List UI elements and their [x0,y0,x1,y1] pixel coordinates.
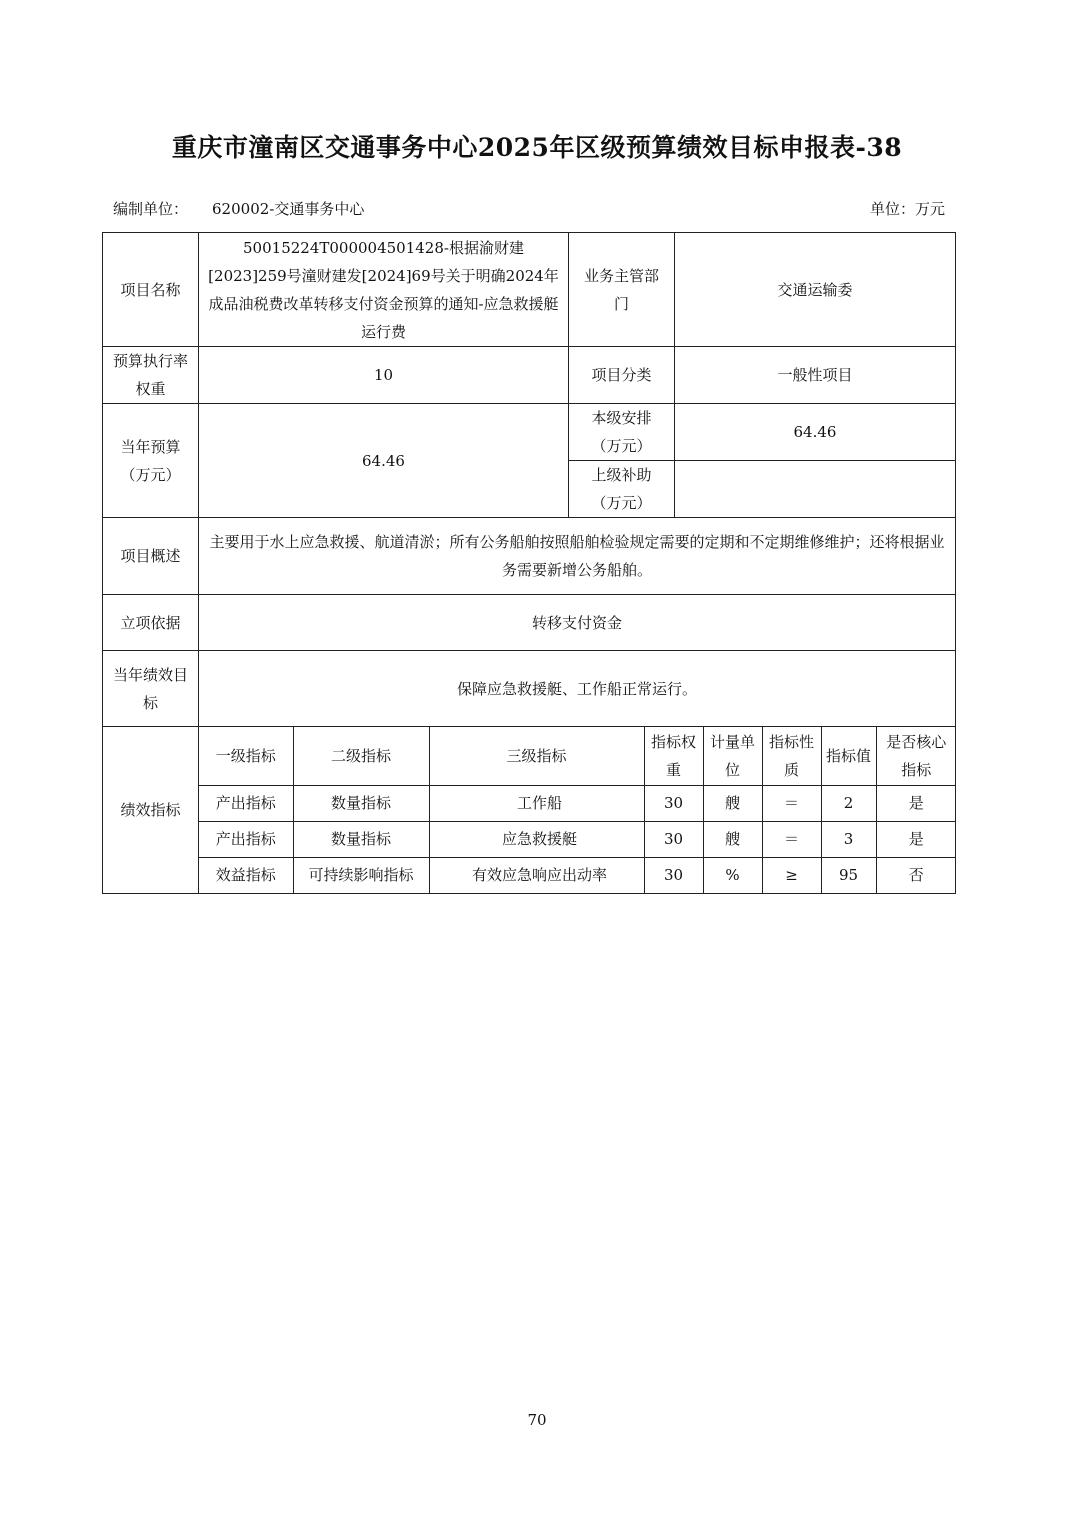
page-title: 重庆市潼南区交通事务中心2025年区级预算绩效目标申报表-38 [171,133,903,162]
indicator-level1: 效益指标 [199,857,293,893]
upper-value [675,461,956,518]
dept-label: 业务主管部门 [569,233,675,347]
budget-label: 当年预算（万元） [103,404,199,518]
table-row [103,404,956,461]
category-label: 项目分类 [569,347,675,404]
indicator-weight: 30 [644,821,703,857]
table-row [103,347,956,404]
indicator-nature: ＝ [762,821,821,857]
indicator-nature: ≥ [762,857,821,893]
category-value: 一般性项目 [675,347,956,404]
goal-label: 当年绩效目标 [103,651,199,727]
budget-value: 64.46 [199,404,569,518]
indicator-row [199,785,956,821]
indicator-level2: 数量指标 [293,821,429,857]
local-value: 64.46 [675,404,956,461]
header-level1: 一级指标 [199,727,293,785]
indicator-weight: 30 [644,785,703,821]
indicator-unit: 艘 [703,785,762,821]
org-info [113,198,364,219]
indicator-level3: 工作船 [429,785,644,821]
basis-value: 转移支付资金 [199,595,956,651]
page-number: 70 [527,1411,547,1429]
table-meta [113,198,945,220]
indicator-value: 2 [821,785,876,821]
table-row [103,727,956,894]
indicator-level1: 产出指标 [199,821,293,857]
header-core: 是否核心指标 [876,727,956,785]
indicators-table [199,727,956,893]
dept-value: 交通运输委 [675,233,956,347]
project-name-value: 50015224T000004501428-根据渝财建[2023]259号潼财建发[2024]69号关于明确2024年成品油税费改革转移支付资金预算的通知-应急救援艇运行费 [199,233,569,347]
table-row [103,518,956,595]
table-row [103,595,956,651]
indicator-core: 否 [876,857,956,893]
exec-weight-label: 预算执行率权重 [103,347,199,404]
indicator-core: 是 [876,785,956,821]
indicator-level3: 应急救援艇 [429,821,644,857]
indicator-unit: % [703,857,762,893]
indicator-level2: 数量指标 [293,785,429,821]
indicator-value: 95 [821,857,876,893]
goal-value: 保障应急救援艇、工作船正常运行。 [199,651,956,727]
indicator-weight: 30 [644,857,703,893]
indicator-level1: 产出指标 [199,785,293,821]
indicators-header-row [199,727,956,785]
indicator-level2: 可持续影响指标 [293,857,429,893]
indicator-row [199,821,956,857]
indicators-cell [199,727,956,894]
unit-label: 单位：万元 [869,200,945,218]
local-label: 本级安排（万元） [569,404,675,461]
header-nature: 指标性质 [762,727,821,785]
table-row [103,233,956,347]
indicator-row [199,857,956,893]
overview-value: 主要用于水上应急救援、航道清淤；所有公务船舶按照船舶检验规定需要的定期和不定期维修维护；还将根据业务需要新增公务船舶。 [199,518,956,595]
budget-table [102,232,956,894]
exec-weight-value: 10 [199,347,569,404]
header-value: 指标值 [821,727,876,785]
project-name-label: 项目名称 [103,233,199,347]
table-row [103,651,956,727]
header-level2: 二级指标 [293,727,429,785]
indicator-unit: 艘 [703,821,762,857]
indicator-nature: ＝ [762,785,821,821]
indicators-label: 绩效指标 [103,727,199,894]
org-label: 编制单位： [113,200,189,218]
org-value: 620002-交通事务中心 [212,200,365,218]
upper-label: 上级补助（万元） [569,461,675,518]
basis-label: 立项依据 [103,595,199,651]
indicator-core: 是 [876,821,956,857]
header-level3: 三级指标 [429,727,644,785]
overview-label: 项目概述 [103,518,199,595]
header-weight: 指标权重 [644,727,703,785]
indicator-level3: 有效应急响应出动率 [429,857,644,893]
header-unit: 计量单位 [703,727,762,785]
indicator-value: 3 [821,821,876,857]
